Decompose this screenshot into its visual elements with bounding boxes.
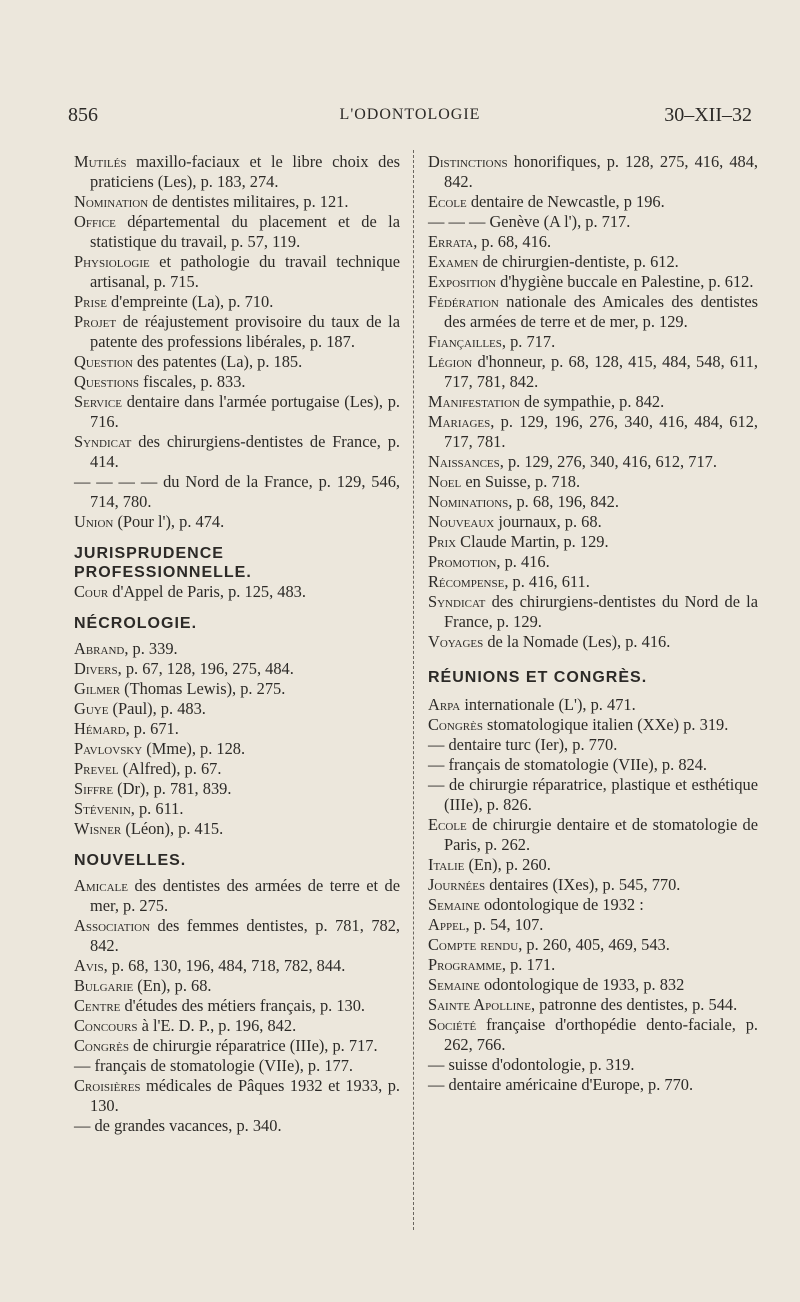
entry-keyword: Wisner: [74, 819, 122, 838]
entry-keyword: Distinctions: [428, 152, 508, 171]
index-entry: [428, 532, 758, 552]
entry-text: (Dr), p. 781, 839.: [113, 779, 232, 798]
entry-text: (Mme), p. 128.: [142, 739, 246, 758]
index-entry: [74, 916, 400, 956]
entry-keyword: Guye: [74, 699, 109, 718]
index-entry: [428, 552, 758, 572]
entry-text: en Suisse, p. 718.: [461, 472, 581, 491]
index-entry: [428, 715, 758, 735]
entry-keyword: Récompense: [428, 572, 505, 591]
entry-text: , p. 416, 611.: [504, 572, 590, 591]
index-entry: [74, 956, 400, 976]
entry-keyword: Congrès: [74, 1036, 129, 1055]
entry-keyword: Office: [74, 212, 116, 231]
index-entry: [428, 272, 758, 292]
entry-keyword: Avis: [74, 956, 104, 975]
entry-text: , p. 717.: [501, 332, 556, 351]
left-column: [74, 152, 400, 1136]
entry-keyword: Mariages: [428, 412, 491, 431]
index-entry: [428, 252, 758, 272]
index-entry: [428, 695, 758, 715]
entry-text: odontologique de 1933, p. 832: [479, 975, 685, 994]
entry-text: et pathologie du travail technique artisanal, p. 715.: [90, 252, 400, 291]
index-entry: [428, 232, 758, 252]
index-entry: [428, 915, 758, 935]
index-entry: [428, 512, 758, 532]
index-entry: [74, 996, 400, 1016]
index-entry: [74, 779, 400, 799]
entry-keyword: Promotion: [428, 552, 497, 571]
index-entry: [428, 735, 758, 755]
entry-keyword: Syndicat: [74, 432, 132, 451]
entry-text: des femmes dentistes, p. 781, 782, 842.: [90, 916, 400, 955]
entry-keyword: Fédération: [428, 292, 499, 311]
entry-keyword: Appel: [428, 915, 466, 934]
entry-text: — français de stomatologie (VIIe), p. 177.: [74, 1056, 354, 1075]
entry-keyword: Pavlovsky: [74, 739, 143, 758]
index-entry: [74, 152, 400, 192]
entry-text: , patronne des dentistes, p. 544.: [530, 995, 738, 1014]
entry-text: à l'E. D. P., p. 196, 842.: [137, 1016, 297, 1035]
entry-keyword: Cour: [74, 582, 109, 601]
index-entry: [74, 799, 400, 819]
left-top-list: [74, 152, 400, 532]
entry-text: dentaire dans l'armée portugaise (Les), p. 716.: [90, 392, 400, 431]
heading-necrologie: NÉCROLOGIE.: [74, 615, 198, 632]
entry-text: de chirurgie dentaire et de stomatologie de Paris, p. 262.: [444, 815, 758, 854]
index-entry: [428, 1075, 758, 1095]
entry-keyword: Nomination: [74, 192, 149, 211]
entry-text: — dentaire américaine d'Europe, p. 770.: [428, 1075, 694, 1094]
entry-keyword: Bulgarie: [74, 976, 134, 995]
entry-text: — — — — du Nord de la France, p. 129, 546, 714, 780.: [74, 472, 400, 511]
index-entry: [74, 1056, 400, 1076]
entry-keyword: Nominations: [428, 492, 509, 511]
entry-keyword: Union: [74, 512, 114, 531]
heading-nouvelles: NOUVELLES.: [74, 852, 187, 869]
index-entry: [74, 192, 400, 212]
index-entry: [428, 775, 758, 815]
entry-keyword: Fiançailles: [428, 332, 502, 351]
index-entry: [74, 976, 400, 996]
entry-text: — dentaire turc (Ier), p. 770.: [428, 735, 618, 754]
entry-keyword: Société: [428, 1015, 477, 1034]
index-entry: [428, 755, 758, 775]
entry-text: , p. 611.: [130, 799, 184, 818]
entry-keyword: Prevel: [74, 759, 119, 778]
index-entry: [74, 472, 400, 512]
entry-keyword: Semaine: [428, 975, 480, 994]
entry-text: — de grandes vacances, p. 340.: [74, 1116, 282, 1135]
entry-text: des chirurgiens-dentistes de France, p. 414.: [90, 432, 400, 471]
entry-keyword: Abrand: [74, 639, 125, 658]
entry-keyword: Concours: [74, 1016, 138, 1035]
entry-keyword: Association: [74, 916, 151, 935]
index-entry: [74, 679, 400, 699]
index-entry: [428, 412, 758, 452]
entry-text: (Paul), p. 483.: [108, 699, 206, 718]
entry-keyword: Projet: [74, 312, 117, 331]
entry-text: — français de stomatologie (VIIe), p. 824.: [428, 755, 708, 774]
entry-text: de chirurgien-dentiste, p. 612.: [478, 252, 679, 271]
necrologie-list: [74, 639, 400, 839]
entry-text: fiscales, p. 833.: [139, 372, 246, 391]
index-entry: [428, 875, 758, 895]
index-entry: [74, 1036, 400, 1056]
entry-text: , p. 416.: [496, 552, 550, 571]
entry-text: , p. 671.: [125, 719, 179, 738]
entry-text: , p. 68, 416.: [473, 232, 552, 251]
entry-text: — de chirurgie réparatrice, plastique et esthétique (IIIe), p. 826.: [428, 775, 758, 814]
entry-text: maxillo-faciaux et le libre choix des praticiens (Les), p. 183, 274.: [90, 152, 400, 191]
index-entry: [74, 699, 400, 719]
index-entry: [74, 659, 400, 679]
index-entry: [74, 252, 400, 292]
entry-keyword: Physiologie: [74, 252, 150, 271]
index-entry: [428, 955, 758, 975]
index-entry: [74, 819, 400, 839]
entry-text: , p. 67, 128, 196, 275, 484.: [117, 659, 294, 678]
entry-keyword: Noel: [428, 472, 462, 491]
index-entry: [74, 1016, 400, 1036]
index-entry: [74, 372, 400, 392]
entry-keyword: Mutilés: [74, 152, 127, 171]
entry-keyword: Ecole: [428, 815, 467, 834]
jurisprudence-list: [74, 582, 400, 602]
entry-keyword: Hémard: [74, 719, 126, 738]
right-top-list: [428, 152, 758, 652]
entry-keyword: Stévenin: [74, 799, 131, 818]
index-entry: [74, 312, 400, 352]
entry-keyword: Questions: [74, 372, 140, 391]
index-entry: [428, 935, 758, 955]
index-entry: [74, 352, 400, 372]
entry-text: (Alfred), p. 67.: [118, 759, 222, 778]
index-entry: [74, 639, 400, 659]
index-entry: [74, 582, 400, 602]
entry-text: dentaire de Newcastle, p 196.: [466, 192, 665, 211]
entry-keyword: Italie: [428, 855, 465, 874]
entry-keyword: Siffre: [74, 779, 114, 798]
index-entry: [428, 975, 758, 995]
entry-text: des dentistes des armées de terre et de mer, p. 275.: [90, 876, 400, 915]
index-entry: [74, 876, 400, 916]
entry-text: des chirurgiens-dentistes du Nord de la France, p. 129.: [444, 592, 758, 631]
entry-keyword: Centre: [74, 996, 121, 1015]
heading-jurisprudence: JURISPRUDENCE PROFESSIONNELLE.: [74, 545, 252, 581]
entry-keyword: Prise: [74, 292, 107, 311]
entry-keyword: Question: [74, 352, 133, 371]
entry-keyword: Arpa: [428, 695, 461, 714]
entry-keyword: Semaine: [428, 895, 480, 914]
index-entry: [428, 632, 758, 652]
entry-text: — suisse d'odontologie, p. 319.: [428, 1055, 635, 1074]
heading-reunions: RÉUNIONS ET CONGRÈS.: [428, 669, 648, 686]
page-number: 856: [68, 104, 98, 126]
entry-text: de dentistes militaires, p. 121.: [148, 192, 349, 211]
entry-text: de la Nomade (Les), p. 416.: [483, 632, 671, 651]
entry-keyword: Sainte Apolline: [428, 995, 531, 1014]
entry-keyword: Journées: [428, 875, 486, 894]
entry-text: de chirurgie réparatrice (IIIe), p. 717.: [128, 1036, 378, 1055]
entry-keyword: Divers: [74, 659, 118, 678]
index-entry: [428, 995, 758, 1015]
column-divider: [413, 150, 414, 1230]
index-entry: [428, 192, 758, 212]
index-entry: [428, 392, 758, 412]
entry-text: (En), p. 68.: [133, 976, 212, 995]
issue-date: 30–XII–32: [664, 104, 752, 126]
index-entry: [428, 895, 758, 915]
index-entry: [74, 1116, 400, 1136]
index-entry: [74, 432, 400, 472]
entry-text: , p. 68, 196, 842.: [508, 492, 619, 511]
index-entry: [74, 392, 400, 432]
entry-text: dentaires (IXes), p. 545, 770.: [485, 875, 681, 894]
entry-text: des patentes (La), p. 185.: [132, 352, 303, 371]
entry-keyword: Nouveaux: [428, 512, 495, 531]
entry-text: stomatologique italien (XXe) p. 319.: [482, 715, 729, 734]
index-entry: [428, 472, 758, 492]
entry-keyword: Prix: [428, 532, 457, 551]
entry-keyword: Croisières: [74, 1076, 141, 1095]
entry-keyword: Programme: [428, 955, 502, 974]
entry-keyword: Exposition: [428, 272, 497, 291]
index-entry: [428, 572, 758, 592]
index-entry: [74, 512, 400, 532]
index-entry: [428, 1055, 758, 1075]
index-entry: [428, 212, 758, 232]
entry-text: honorifiques, p. 128, 275, 416, 484, 842.: [444, 152, 758, 191]
index-entry: [428, 1015, 758, 1055]
right-column: [428, 152, 758, 1095]
entry-text: , p. 260, 405, 469, 543.: [518, 935, 670, 954]
index-entry: [428, 332, 758, 352]
entry-text: Claude Martin, p. 129.: [456, 532, 609, 551]
entry-text: de réajustement provisoire du taux de la patente des professions libérales, p. 187.: [90, 312, 400, 351]
page-header: [68, 104, 752, 134]
index-entry: [74, 759, 400, 779]
index-entry: [74, 212, 400, 252]
entry-text: (Pour l'), p. 474.: [113, 512, 225, 531]
index-entry: [428, 855, 758, 875]
index-entry: [428, 452, 758, 472]
entry-keyword: Syndicat: [428, 592, 486, 611]
entry-text: , p. 339.: [124, 639, 178, 658]
entry-text: de sympathie, p. 842.: [519, 392, 665, 411]
reunions-list: [428, 695, 758, 1095]
index-entry: [74, 292, 400, 312]
entry-keyword: Voyages: [428, 632, 484, 651]
index-entry: [74, 719, 400, 739]
entry-text: d'études des métiers français, p. 130.: [120, 996, 366, 1015]
entry-text: , p. 129, 276, 340, 416, 612, 717.: [499, 452, 717, 471]
entry-text: d'empreinte (La), p. 710.: [106, 292, 274, 311]
index-entry: [74, 739, 400, 759]
index-entry: [428, 815, 758, 855]
entry-text: française d'orthopédie dento-faciale, p. 262, 766.: [444, 1015, 758, 1054]
index-entry: [428, 292, 758, 332]
entry-keyword: Légion: [428, 352, 473, 371]
index-entry: [428, 152, 758, 192]
entry-keyword: Examen: [428, 252, 479, 271]
entry-text: , p. 68, 130, 196, 484, 718, 782, 844.: [103, 956, 346, 975]
entry-text: odontologique de 1932 :: [479, 895, 644, 914]
nouvelles-list: [74, 876, 400, 1136]
entry-text: — — — Genève (A l'), p. 717.: [428, 212, 631, 231]
entry-keyword: Service: [74, 392, 122, 411]
entry-text: journaux, p. 68.: [494, 512, 602, 531]
entry-text: (Léon), p. 415.: [121, 819, 224, 838]
entry-text: (Thomas Lewis), p. 275.: [120, 679, 286, 698]
entry-text: d'Appel de Paris, p. 125, 483.: [108, 582, 306, 601]
entry-keyword: Manifestation: [428, 392, 520, 411]
entry-text: , p. 54, 107.: [465, 915, 544, 934]
journal-title: L'ODONTOLOGIE: [339, 106, 481, 123]
entry-text: médicales de Pâques 1932 et 1933, p. 130.: [90, 1076, 400, 1115]
entry-text: départemental du placement et de la statistique du travail, p. 57, 119.: [90, 212, 400, 251]
index-entry: [428, 352, 758, 392]
entry-keyword: Ecole: [428, 192, 467, 211]
entry-text: d'honneur, p. 68, 128, 415, 484, 548, 611, 717, 781, 842.: [444, 352, 758, 391]
entry-text: , p. 129, 196, 276, 340, 416, 484, 612, 717, 781.: [444, 412, 758, 451]
entry-keyword: Gilmer: [74, 679, 121, 698]
entry-text: nationale des Amicales des dentistes des armées de terre et de mer, p. 129.: [444, 292, 758, 331]
index-entry: [428, 492, 758, 512]
entry-text: internationale (L'), p. 471.: [460, 695, 636, 714]
entry-keyword: Errata: [428, 232, 474, 251]
entry-keyword: Amicale: [74, 876, 128, 895]
entry-keyword: Congrès: [428, 715, 483, 734]
index-entry: [428, 592, 758, 632]
index-entry: [74, 1076, 400, 1116]
entry-text: (En), p. 260.: [464, 855, 551, 874]
entry-keyword: Naissances: [428, 452, 500, 471]
entry-text: d'hygiène buccale en Palestine, p. 612.: [496, 272, 754, 291]
entry-text: , p. 171.: [501, 955, 556, 974]
entry-keyword: Compte rendu: [428, 935, 519, 954]
